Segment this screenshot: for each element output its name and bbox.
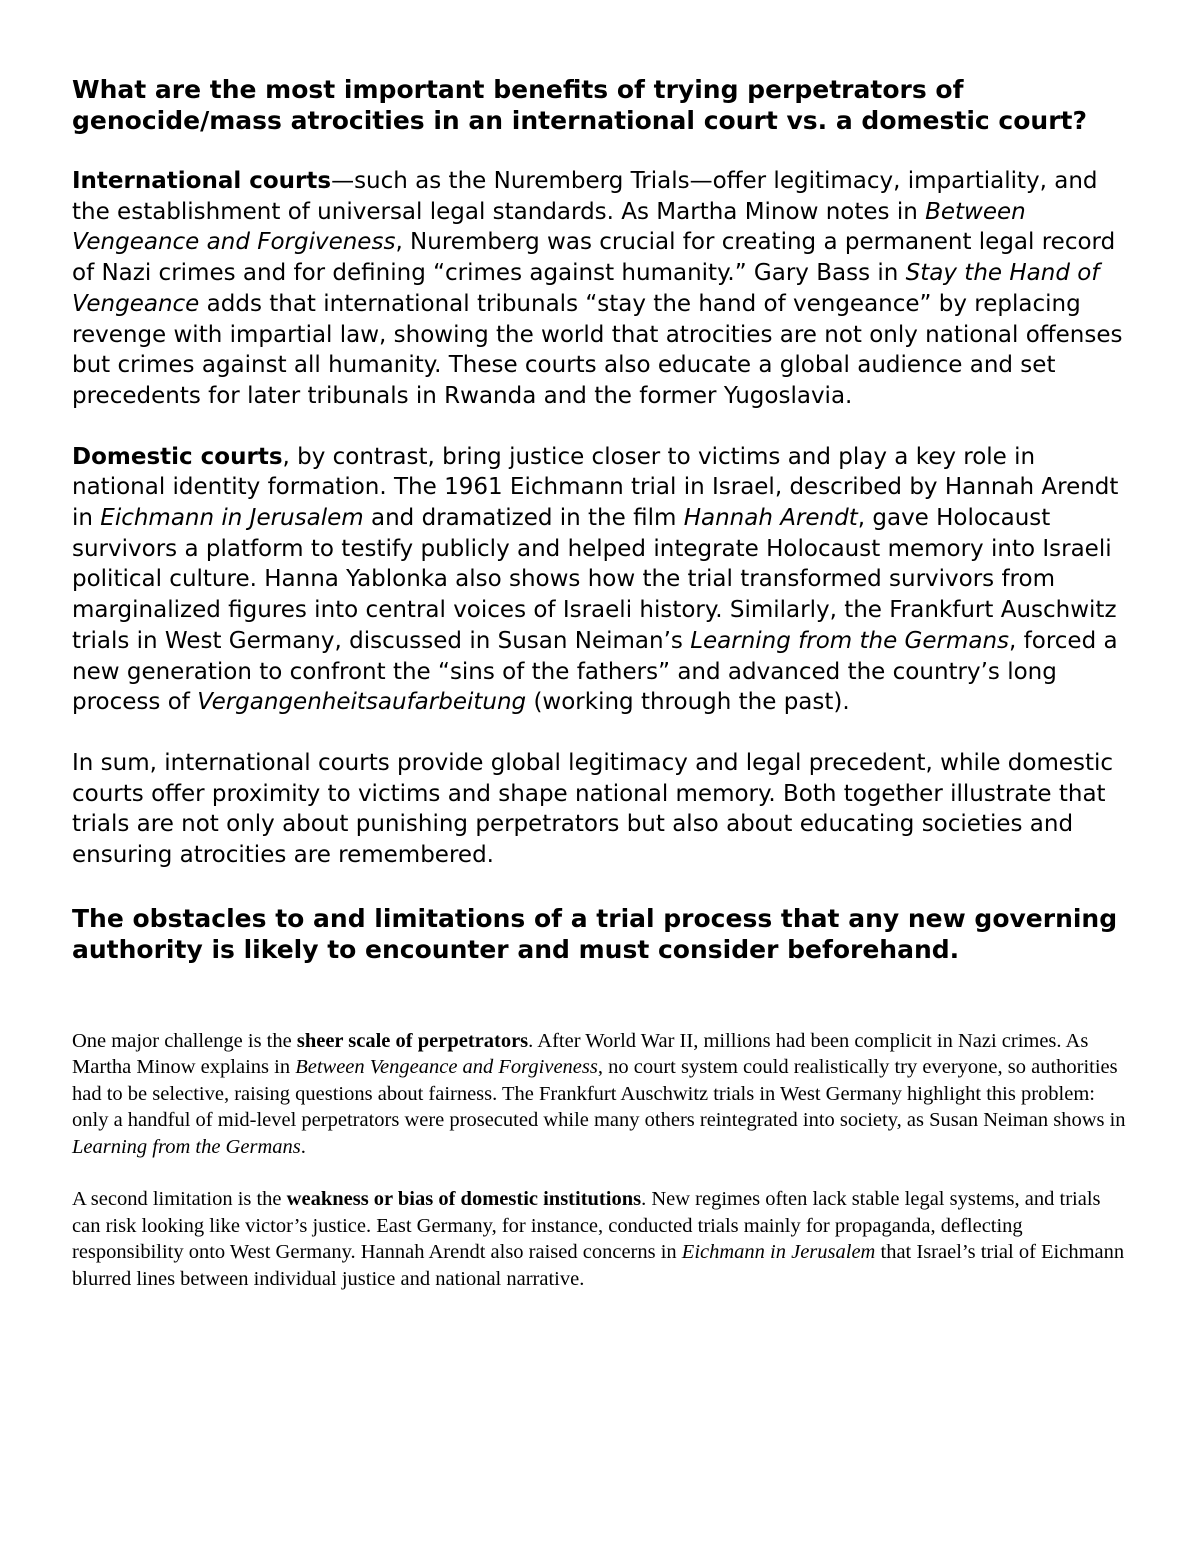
film-title: Hannah Arendt — [683, 505, 858, 532]
text-run: , Nuremberg was crucial for creating a permanent legal record of Nazi crimes and for defining “crimes against humanity.” Gary Bass in — [72, 229, 1116, 287]
text-run: and dramatized in the film — [363, 505, 684, 532]
text-run: . Both together illustrate that trials are not only about punishing perpetrators but also about educating societies and ensuring atrocities are remembered. — [72, 780, 1106, 869]
text-run: , no court system could realistically try everyone, so authorities had to be selective, raising questions about fairness. The Frankfurt Auschwitz trials in West Germany highlight this problem: only a handful of mid-level perpetrators were prosecuted while many others reintegrated into society, as Susan Neiman shows in — [72, 1056, 1126, 1132]
heading-benefits: What are the most important benefits of trying perpetrators of genocide/mass atrocities in an international court vs. a domestic court? — [72, 75, 1088, 135]
text-run: , forced a new generation to confront the “sins of the fathers” and advanced the country’s long process of — [72, 627, 1118, 716]
term-domestic-courts: Domestic courts — [72, 443, 283, 470]
book-title: Learning from the Germans — [72, 1135, 301, 1158]
text-run: One major challenge is the — [72, 1029, 297, 1052]
key-phrase: weakness or bias of domestic institutions — [286, 1188, 642, 1211]
paragraph-scale-of-perpetrators — [72, 1028, 1132, 1161]
paragraph-summary — [72, 748, 1132, 871]
book-title: Stay the Hand of Vengeance — [72, 260, 1100, 317]
text-run: that Israel’s trial of Eichmann blurred lines between individual justice and national narrative. — [72, 1241, 1125, 1290]
text-run: (working through the past). — [526, 689, 850, 716]
text-run: In sum, international courts provide global legitimacy and legal precedent, while domestic courts offer proximity to victims and shape national memory — [72, 749, 1114, 807]
text-run: A second limitation is the — [72, 1188, 287, 1211]
book-title: Between Vengeance and Forgiveness — [295, 1056, 598, 1079]
key-phrase: sheer scale of perpetrators — [296, 1029, 529, 1052]
document-page — [72, 70, 1132, 1292]
book-title: Eichmann in Jerusalem — [100, 505, 364, 532]
german-term: Vergangenheitsaufarbeitung — [197, 689, 527, 716]
text-run: , gave Holocaust survivors a platform to testify publicly and helped integrate Holocaust memory into Israeli political culture. Hanna Yablonka also shows how the trial transformed survivors from marginalized figures into central voices of Israeli history. Similarly, the Frankfurt Auschwitz trials in West Germany, discussed in Susan Neiman’s — [72, 505, 1117, 654]
text-run: adds that international tribunals “stay the hand of vengeance” by replacing revenge with impartial law, showing the world that atrocities are not only national offenses but crimes against all humanity. These courts also educate a global audience and set precedents for later tribunals in Rwanda and the former Yugoslavia. — [72, 290, 1123, 409]
text-run: , by contrast, bring justice closer to victims and play a key role in national identity formation. The 1961 Eichmann trial in Israel, described by Hannah Arendt in — [72, 443, 1119, 532]
text-run: . New regimes often lack stable legal systems, and trials can risk looking like victor’s justice. East Germany, for instance, conducted trials mainly for propaganda, deflecting responsibility onto West Germany. Hannah Arendt also raised concerns in — [72, 1188, 1101, 1264]
heading-obstacles: The obstacles to and limitations of a trial process that any new governing authority is likely to encounter and must consider beforehand. — [72, 903, 1118, 964]
term-international-courts: International courts — [72, 168, 332, 194]
paragraph-domestic-institutions — [72, 1186, 1132, 1292]
book-title: Learning from the Germans — [690, 627, 1010, 654]
book-title: Between Vengeance and Forgiveness — [72, 198, 1026, 256]
text-run: . After World War II, millions had been complicit in Nazi crimes. As Martha Minow explains in — [72, 1029, 1089, 1079]
paragraph-international-courts — [72, 166, 1132, 412]
text-run: —such as the Nuremberg Trials—offer legitimacy, impartiality, and the establishment of universal legal standards. As Martha Minow notes in — [72, 168, 1098, 225]
text-run: . — [300, 1135, 306, 1158]
book-title: Eichmann in Jerusalem — [681, 1241, 876, 1264]
paragraph-domestic-courts — [72, 442, 1132, 718]
